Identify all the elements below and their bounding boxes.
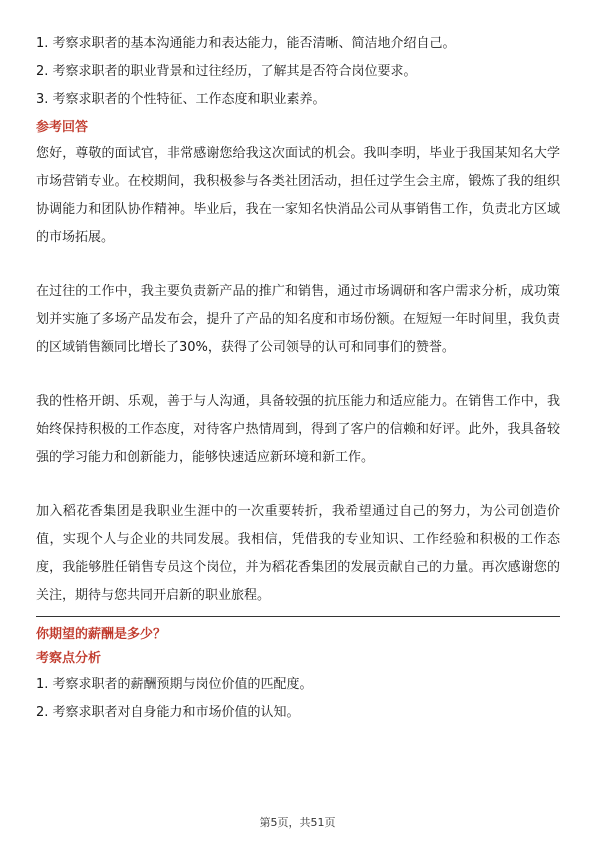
- criteria-item-salary-2: 2. 考察求职者对自身能力和市场价值的认知。: [36, 705, 300, 720]
- answer-paragraph-4: 加入稻花香集团是我职业生涯中的一次重要转折，我希望通过自己的努力，为公司创造价值，实现个人与企业的共同发展。我相信，凭借我的专业知识、工作经验和积极的工作态度，我能够胜任销售专员这个岗位，并为稻花香集团的发展贡献自己的力量。再次感谢您的关注，期待与您共同开启新的职业旅程。: [36, 504, 560, 603]
- paragraph-spacer: [36, 362, 560, 388]
- answer-paragraph-1: 您好，尊敬的面试官，非常感谢您给我这次面试的机会。我叫李明，毕业于我国某知名大学市场营销专业。在校期间，我积极参与各类社团活动，担任过学生会主席，锻炼了我的组织协调能力和团队协作精神。毕业后，我在一家知名快消品公司从事销售工作，负责北方区域的市场拓展。: [36, 146, 560, 245]
- answer-paragraph-3: 我的性格开朗、乐观，善于与人沟通，具备较强的抗压能力和适应能力。在销售工作中，我始终保持积极的工作态度，对待客户热情周到，得到了客户的信赖和好评。此外，我具备较强的学习能力和创新能力，能够快速适应新环境和新工作。: [36, 394, 560, 465]
- criteria-item-1: 1. 考察求职者的基本沟通能力和表达能力，能否清晰、简洁地介绍自己。: [36, 36, 456, 51]
- answer-paragraph-2: 在过往的工作中，我主要负责新产品的推广和销售，通过市场调研和客户需求分析，成功策划并实施了多场产品发布会，提升了产品的知名度和市场份额。在短短一年时间里，我负责的区域销售额同比增长了30%，获得了公司领导的认可和同事们的赞誉。: [36, 284, 560, 355]
- question-heading: 你期望的薪酬是多少？: [36, 627, 167, 642]
- document-page: [36, 30, 560, 727]
- paragraph-spacer: [36, 252, 560, 278]
- page-number-footer: 第5页，共51页: [259, 816, 336, 829]
- criteria-item-salary-1: 1. 考察求职者的薪酬预期与岗位价值的匹配度。: [36, 677, 313, 692]
- reference-answer-heading: 参考回答: [36, 120, 89, 135]
- analysis-heading: 考察点分析: [36, 651, 102, 666]
- section-divider: [36, 616, 560, 617]
- paragraph-spacer: [36, 472, 560, 498]
- criteria-item-3: 3. 考察求职者的个性特征、工作态度和职业素养。: [36, 92, 326, 107]
- criteria-item-2: 2. 考察求职者的职业背景和过往经历，了解其是否符合岗位要求。: [36, 64, 417, 79]
